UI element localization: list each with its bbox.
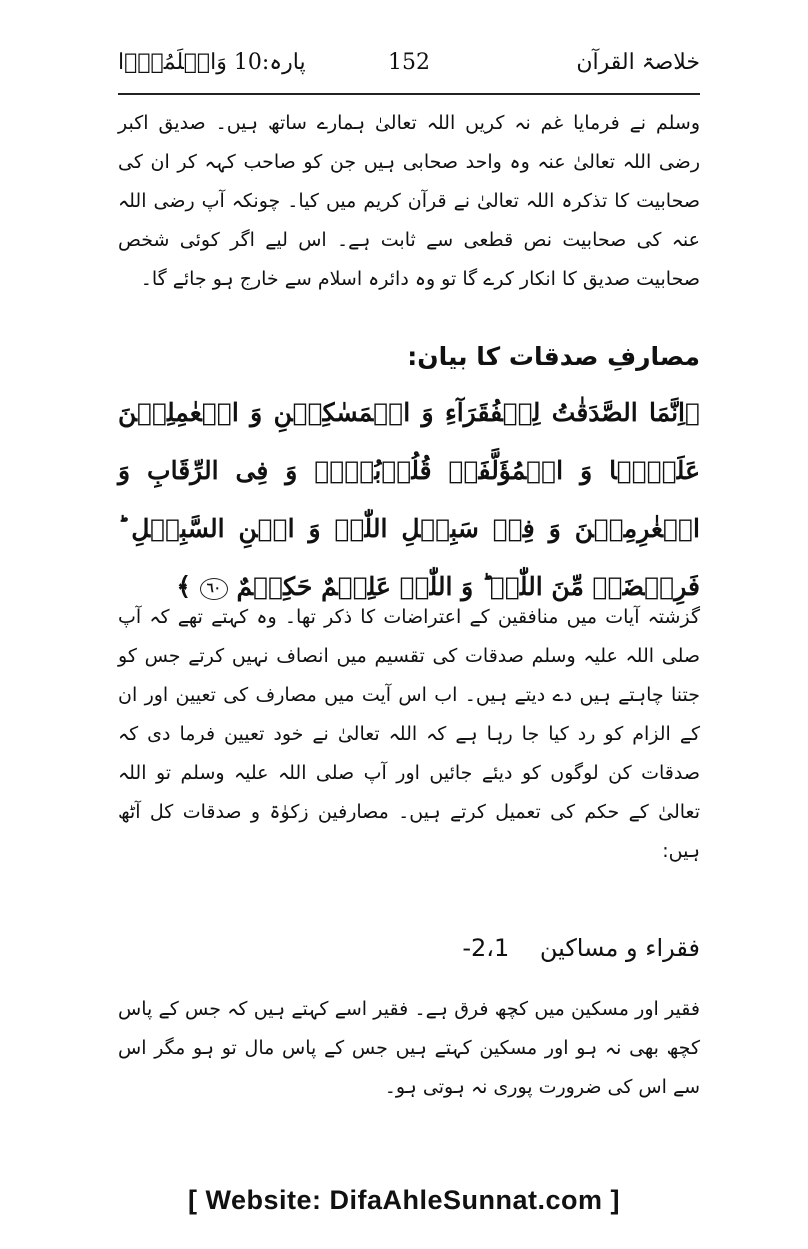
para-label: پارہ:10 وَاعۡلَمُوۡٓا — [118, 50, 306, 75]
subsection-paragraph — [118, 990, 700, 1107]
subsection-heading — [462, 934, 700, 962]
explanation-paragraph — [118, 598, 700, 871]
verse-number-marker: ٦٠ — [200, 578, 228, 600]
book-title: خلاصۃ القرآن — [576, 50, 700, 75]
section-heading: مصارفِ صدقات کا بیان: — [407, 342, 700, 371]
quran-ayah — [118, 384, 700, 616]
intro-paragraph — [118, 104, 700, 299]
subsection-number: 2،1- — [462, 934, 510, 962]
explanation-text: گزشتہ آیات میں منافقین کے اعتراضات کا ذکر تھا۔ وہ کہتے تھے کہ آپ صلی اللہ علیہ وسلم صدقات کی تقسیم میں انصاف نہیں کرتے جس کو جتنا چاہتے ہیں دے دیتے ہیں۔ اب اس آیت میں مصارف کی تعیین اور ان کے الزام کو رد کیا جا رہا ہے کہ اللہ تعالیٰ نے خود تعیین فرما دی کہ صدقات کن لوگوں کو دیئے جائیں اور آپ صلی اللہ علیہ وسلم تو اللہ تعالیٰ کے حکم کی تعمیل کرتے ہیں۔ مصارفین زکوٰۃ و صدقات کل آٹھ ہیں: — [118, 606, 700, 862]
website-footer: [ Website: DifaAhleSunnat.com ] — [187, 1185, 621, 1215]
ayah-text: ﴿اِنَّمَا الصَّدَقٰتُ لِلۡفُقَرَآءِ وَ الۡمَسٰکِیۡنِ وَ الۡعٰمِلِیۡنَ عَلَیۡہَا وَ الۡمُؤَلَّفَۃِ قُلُوۡبُہُمۡ وَ فِی الرِّقَابِ وَ الۡغٰرِمِیۡنَ وَ فِیۡ سَبِیۡلِ اللّٰہِ وَ ابۡنِ السَّبِیۡلِ ؕ فَرِیۡضَۃً مِّنَ اللّٰہِ ؕ وَ اللّٰہُ عَلِیۡمٌ حَکِیۡمٌ — [118, 398, 700, 601]
page-header — [118, 44, 700, 90]
intro-text: وسلم نے فرمایا غم نہ کریں اللہ تعالیٰ ہمارے ساتھ ہیں۔ صدیق اکبر رضی اللہ تعالیٰ عنہ وہ واحد صحابی ہیں جن کو صاحب کہہ کر ان کی صحابیت کا تذکرہ اللہ تعالیٰ نے قرآن کریم میں کیا۔ چونکہ آپ رضی اللہ عنہ کی صحابیت نص قطعی سے ثابت ہے۔ اس لیے اگر کوئی شخص صحابیت صدیق کا انکار کرے گا تو وہ دائرہ اسلام سے خارج ہو جائے گا۔ — [118, 112, 700, 290]
page-number: 152 — [388, 50, 430, 75]
subsection-title: فقراء و مساکین — [539, 934, 700, 962]
subsection-text: فقیر اور مسکین میں کچھ فرق ہے۔ فقیر اسے کہتے ہیں کہ جس کے پاس کچھ بھی نہ ہو اور مسکین کہتے ہیں جس کے پاس مال تو ہو مگر اس سے اس کی ضرورت پوری نہ ہوتی ہو۔ — [118, 998, 700, 1098]
header-divider — [118, 93, 700, 95]
ayah-closing-bracket: ﴾ — [176, 572, 192, 601]
